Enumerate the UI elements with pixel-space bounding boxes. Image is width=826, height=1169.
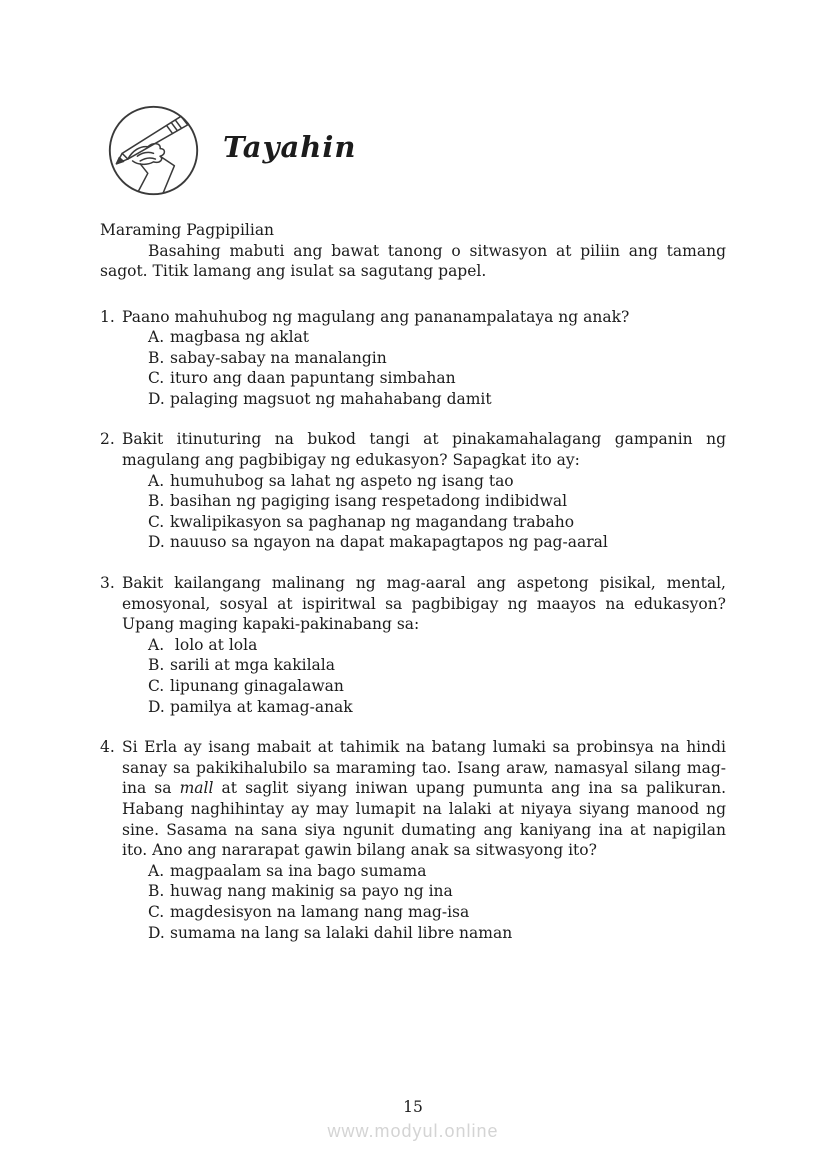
option-letter: C. [148, 512, 165, 531]
option-d [122, 697, 726, 718]
question-2 [100, 429, 726, 553]
option-d [122, 532, 726, 553]
option-text: kwalipikasyon sa paghanap ng magandang trabaho [170, 512, 575, 531]
option-a [122, 471, 726, 492]
option-letter: A. [148, 328, 165, 347]
option-letter: C. [148, 902, 165, 921]
option-text: sabay-sabay na manalangin [170, 348, 387, 367]
option-letter: C. [148, 677, 165, 695]
option-a [122, 635, 726, 656]
option-d [122, 923, 726, 944]
option-letter: A. [148, 861, 165, 880]
option-text: nauuso sa ngayon na dapat makapagtapos ng pag-aaral [170, 533, 608, 552]
question-1 [100, 307, 726, 410]
question-text: Bakit kailangang malinang ng mag-aaral ang aspetong pisikal, mental, emosyonal, sosyal at ispiritwal sa pagbibigay ng maayos na edukasyon? Upang maging kapaki-pakinabang sa: [122, 574, 726, 634]
hand-writing-icon [106, 103, 201, 198]
question-text-part: at saglit siyang iniwan upang pumunta ang ina sa palikuran. Habang naghihintay ay may lumapit na lalaki at niyaya siyang manood ng sine. Sasama na sana siya ngunit dumating ang kaniyang ina at napigilan ito. Ano ang nararapat gawin bilang anak sa sitwasyong ito? [122, 779, 726, 860]
question-number: 3. [100, 574, 115, 593]
option-c [122, 512, 726, 533]
question-text-part: Si Erla ay isang mabait at tahimik na batang lumaki sa probinsya na hindi sanay sa pakikihalubilo sa maraming tao. Isang araw, namasyal silang mag-ina sa [122, 738, 726, 798]
option-text: sumama na lang sa lalaki dahil libre naman [170, 923, 513, 942]
option-text: magbasa ng aklat [170, 328, 310, 347]
option-letter: A. [148, 471, 165, 490]
option-letter: B. [148, 348, 165, 367]
option-letter: D. [148, 389, 165, 408]
option-c [122, 368, 726, 389]
option-text: huwag nang makinig sa payo ng ina [170, 882, 453, 901]
option-b [122, 655, 726, 676]
option-text: lipunang ginagalawan [170, 677, 344, 695]
option-letter: D. [148, 533, 165, 552]
question-text: Bakit itinuturing na bukod tangi at pinakamahalagang gampanin ng magulang ang pagbibigay ng edukasyon? Sapagkat ito ay: [122, 430, 726, 470]
option-text: humuhubog sa lahat ng aspeto ng isang tao [170, 471, 514, 490]
option-c [122, 676, 726, 697]
question-list [100, 307, 726, 944]
option-b [122, 491, 726, 512]
question-text-italic: mall [179, 779, 214, 798]
option-text: sarili at mga kakilala [170, 656, 335, 675]
option-letter: B. [148, 492, 165, 511]
option-letter: A. [148, 635, 165, 654]
option-text: magdesisyon na lamang nang mag-isa [170, 902, 470, 921]
option-text: basihan ng pagiging isang respetadong indibidwal [170, 492, 568, 511]
question-number: 2. [100, 430, 115, 449]
option-text: magpaalam sa ina bago sumama [170, 861, 427, 880]
question-4 [100, 737, 726, 943]
option-a [122, 327, 726, 348]
option-letter: D. [148, 923, 165, 942]
section-header [100, 103, 726, 198]
page-title: Tayahin [223, 129, 357, 164]
question-number: 1. [100, 307, 115, 326]
option-letter: B. [148, 882, 165, 901]
intro-heading: Maraming Pagpipilian [100, 221, 275, 239]
option-text: lolo at lola [170, 635, 258, 654]
option-letter: B. [148, 656, 165, 675]
option-c [122, 902, 726, 923]
page-number: 15 [403, 1098, 423, 1116]
option-letter: C. [148, 369, 165, 388]
question-text [122, 737, 726, 861]
question-number: 4. [100, 738, 115, 757]
option-b [122, 881, 726, 902]
option-text: ituro ang daan papuntang simbahan [170, 369, 456, 388]
option-a [122, 861, 726, 882]
option-b [122, 348, 726, 369]
question-3 [100, 573, 726, 717]
option-d [122, 389, 726, 410]
question-text: Paano mahuhubog ng magulang ang pananampalataya ng anak? [122, 307, 630, 326]
option-text: pamilya at kamag-anak [170, 697, 353, 716]
intro-instructions: Basahing mabuti ang bawat tanong o sitwasyon at piliin ang tamang sagot. Titik lamang ang isulat sa sagutang papel. [100, 241, 726, 280]
option-text: palaging magsuot ng mahahabang damit [170, 389, 492, 408]
option-letter: D. [148, 697, 165, 716]
watermark: www.modyul.online [327, 1121, 499, 1141]
